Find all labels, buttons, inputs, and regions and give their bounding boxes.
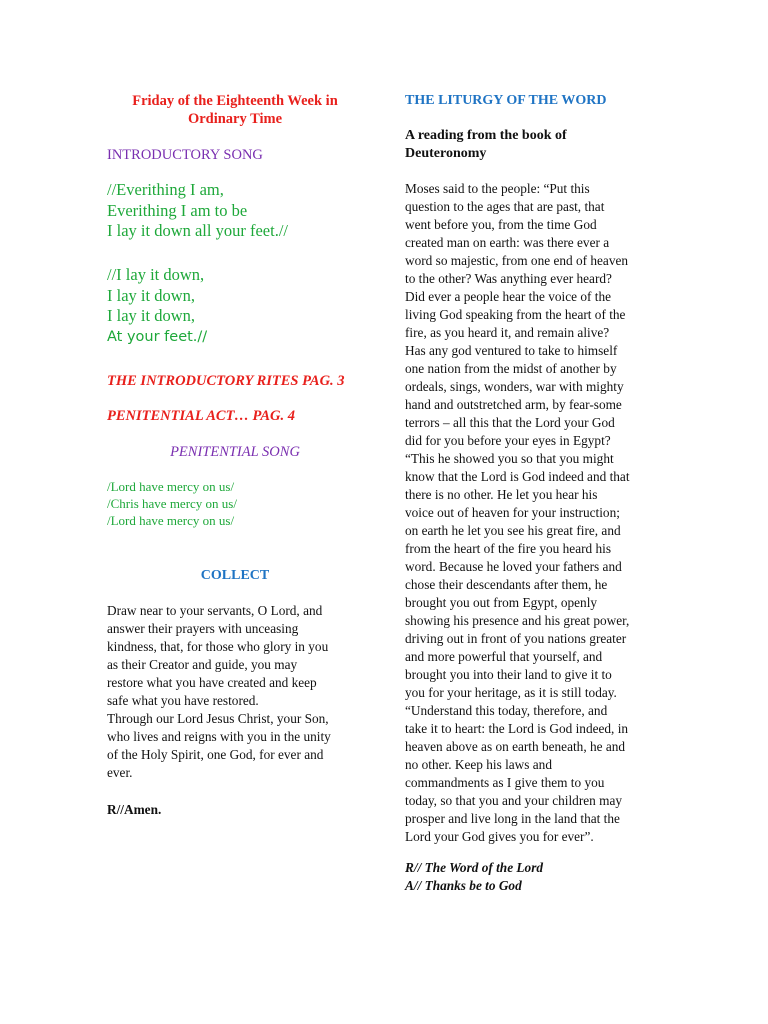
reading-text (405, 180, 630, 846)
reading-line: “This he showed you so that you might (405, 451, 614, 466)
amen-response: R//Amen. (107, 802, 162, 817)
reading-line: brought you out from Egypt, openly (405, 595, 598, 610)
title-line: Friday of the Eighteenth Week in (132, 93, 338, 109)
reading-line: did for you before your eyes in Egypt? (405, 433, 611, 448)
song-line: //Everithing I am, (107, 180, 224, 199)
title-line: Ordinary Time (187, 111, 283, 127)
prayer-line: answer their prayers with unceasing (107, 621, 299, 636)
reading-line: living God speaking from the heart of the (405, 307, 626, 322)
reading-line: commandments as I give them to you (405, 775, 605, 790)
prayer-line: as their Creator and guide, you may (107, 657, 298, 672)
reading-line: terrors – all this that the Lord your God (405, 415, 615, 430)
collect-prayer (107, 602, 331, 782)
lyric-line: /Lord have mercy on us/ (107, 479, 235, 494)
reading-line: showing his presence and his great power, (405, 613, 630, 628)
penitential-song-lyrics (107, 478, 237, 529)
reading-line: voice out of heaven for your instruction; (405, 505, 620, 520)
reading-line: ordeals, sings, wonders, war with mighty (405, 379, 624, 394)
reading-line: one nation from the midst of another by (405, 361, 617, 376)
liturgy-heading: THE LITURGY OF THE WORD (405, 93, 607, 108)
prayer-line: of the Holy Spirit, one God, for ever and (107, 747, 324, 762)
prayer-line: Through our Lord Jesus Christ, your Son, (107, 711, 329, 726)
reading-line: and more powerful that yourself, and (405, 649, 603, 664)
reading-line: created man on earth: was there ever a (405, 235, 610, 250)
reading-line: Has any god ventured to take to himself (405, 343, 618, 358)
prayer-line: restore what you have created and keep (107, 675, 317, 690)
lyric-line: /Chris have mercy on us/ (107, 496, 237, 511)
reading-line: Did ever a people hear the voice of the (405, 289, 612, 304)
reading-line: know that the Lord is God indeed and that (405, 469, 630, 484)
introductory-song-heading: INTRODUCTORY SONG (107, 147, 263, 163)
reading-heading-line: Deuteronomy (405, 146, 487, 161)
reading-line: driving out in front of you nations greater (405, 631, 627, 646)
reading-heading (405, 127, 567, 163)
reading-heading-line: A reading from the book of (405, 128, 567, 143)
reading-line: chose their descendants after them, he (405, 577, 608, 592)
prayer-line: kindness, that, for those who glory in you (107, 639, 329, 654)
reading-line: went before you, from the time God (405, 217, 597, 232)
song-line: At your feet.// (107, 329, 208, 346)
collect-heading: COLLECT (200, 568, 270, 583)
reading-line: “Understand this today, therefore, and (405, 703, 608, 718)
response-line: R// The Word of the Lord (405, 860, 544, 875)
prayer-line: who lives and reigns with you in the unity (107, 729, 331, 744)
reading-line: there is no other. He let you hear his (405, 487, 598, 502)
song-stanza-2 (107, 265, 207, 348)
song-line: I lay it down, (107, 306, 195, 326)
reading-line: Moses said to the people: “Put this (405, 181, 590, 196)
reading-line: take it to heart: the Lord is God indeed, in (405, 721, 629, 736)
reading-line: hand and outstretched arm, by fear-some (405, 397, 622, 412)
prayer-line: safe what you have restored. (107, 693, 259, 708)
reading-line: you for your heritage, as it is still today. (405, 685, 617, 700)
reading-line: to the other? Was anything ever heard? (405, 271, 612, 286)
reading-line: from the heart of the fire you heard his (405, 541, 612, 556)
prayer-line: Draw near to your servants, O Lord, and (107, 603, 323, 618)
song-line: //I lay it down, (107, 265, 205, 284)
lyric-line: /Lord have mercy on us/ (107, 513, 235, 528)
penitential-song-heading: PENITENTIAL SONG (170, 444, 300, 460)
reading-line: prosper and live long in the land that the (405, 811, 620, 826)
reading-line: Lord your God gives you for ever”. (405, 829, 594, 844)
reading-line: heaven above as on earth beneath, he and (405, 739, 626, 754)
song-line: I lay it down all your feet.// (107, 221, 288, 241)
introductory-rites-reference: THE INTRODUCTORY RITES PAG. 3 (107, 373, 345, 389)
reading-line: question to the ages that are past, that (405, 199, 605, 214)
song-stanza-1 (107, 180, 288, 242)
page-title (100, 92, 370, 128)
reading-line: on earth he let you see his great fire, and (405, 523, 621, 538)
song-line: I lay it down, (107, 285, 195, 305)
word-response (405, 859, 543, 895)
song-line: Everithing I am to be (107, 200, 248, 220)
reading-line: brought you into their land to give it to (405, 667, 612, 682)
reading-line: word so majestic, from one end of heaven (405, 253, 629, 268)
response-line: A// Thanks be to God (405, 878, 522, 893)
reading-line: today, so that you and your children may (405, 793, 623, 808)
reading-line: word. Because he loved your fathers and (405, 559, 622, 574)
reading-line: no other. Keep his laws and (405, 757, 552, 772)
prayer-line: ever. (107, 765, 133, 780)
reading-line: fire, as you heard it, and remain alive? (405, 325, 610, 340)
penitential-act-reference: PENITENTIAL ACT… PAG. 4 (107, 408, 295, 424)
